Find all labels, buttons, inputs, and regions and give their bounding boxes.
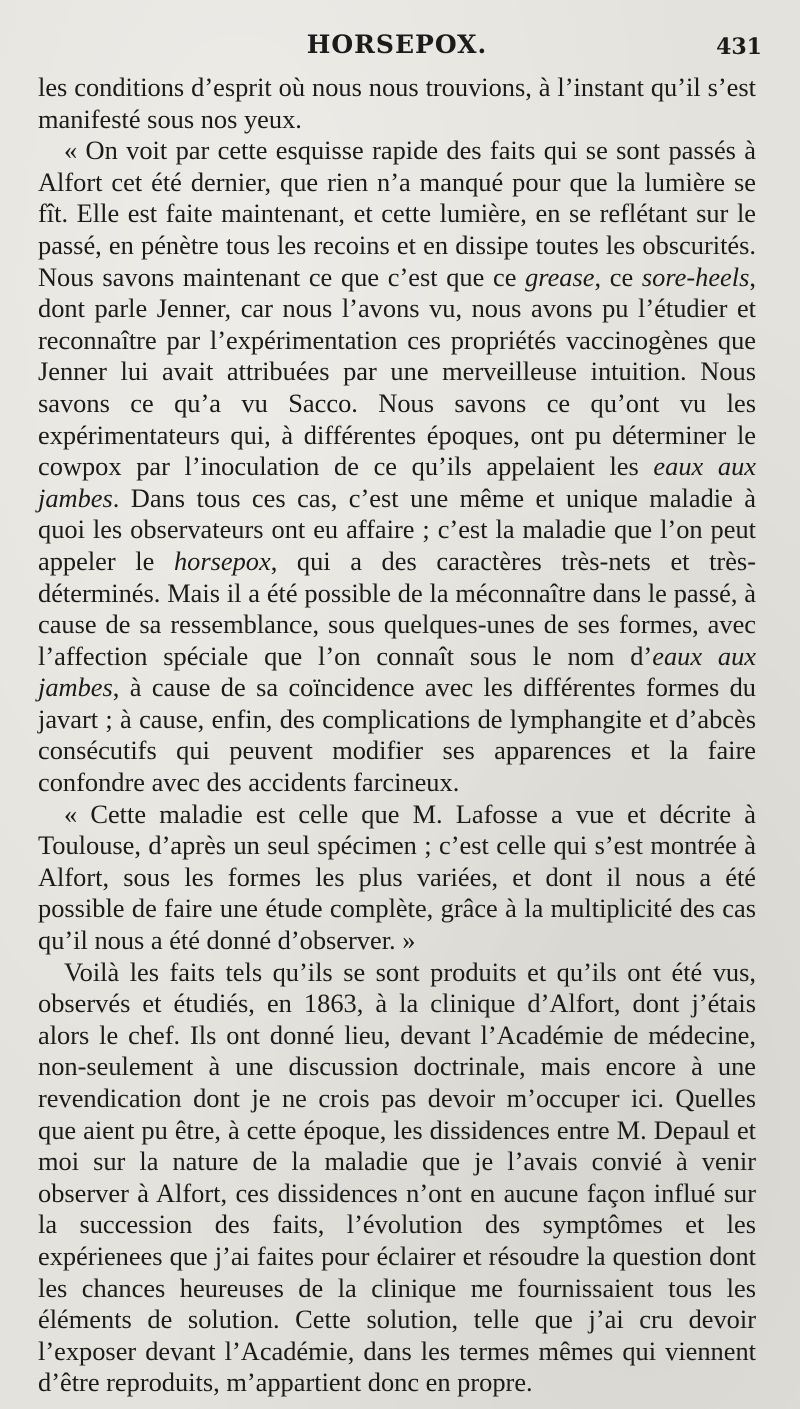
italic-term: sore-heels [641, 261, 750, 292]
paragraph [38, 72, 756, 135]
text-run: les conditions d’esprit où nous nous trouvions, à l’instant qu’il s’est manifesté sous nos yeux. [38, 72, 756, 134]
text-run: « On voit par cette esquisse rapide des faits qui se sont passés à Alfort cet été dernier, que rien n’a manqué pour que la lumière se fît. Elle est faite maintenant, et cette lumière, en se reflétant sur le passé, en pénètre tous les recoins et en dissipe toutes les obscurités. Nous savons maintenant ce que c’est que ce [38, 135, 756, 292]
text-run: , à cause de sa coïncidence avec les différentes formes du javart ; à cause, enfin, des complications de lymphangite et d’abcès consécutifs qui peuvent modifier ses apparences et la faire confondre avec des accidents farcineux. [38, 672, 756, 798]
text-run: , dont parle Jenner, car nous l’avons vu, nous avons pu l’étudier et reconnaître par l’expérimentation ces propriétés vaccinogènes que Jenner lui avait attribuées par une merveilleuse intuition. Nous savons ce qu’a vu Sacco. Nous savons ce qu’ont vu les expérimentateurs qui, à différentes époques, ont pu déterminer le cowpox par l’inoculation de ce qu’ils appelaient les [38, 261, 756, 482]
text-run: . Dans tous ces cas, c’est une même et unique maladie à quoi les observateurs ont eu affaire ; c’est la maladie que l’on peut appeler le [38, 482, 756, 576]
italic-term: eaux aux jambes [38, 640, 756, 703]
italic-term: grease [525, 261, 595, 292]
italic-term: horsepox [173, 545, 271, 576]
text-run: , ce [594, 261, 642, 292]
text-run: « Cette maladie est celle que M. Lafosse a vue et décrite à Toulouse, d’après un seul spécimen ; c’est celle qui s’est montrée à Alfort, sous les formes les plus variées, et dont il nous a été possible de faire une étude complète, grâce à la multiplicité des cas qu’il nous a été donné d’observer. » [38, 798, 756, 956]
paragraph [38, 957, 756, 1399]
page-number: 431 [716, 34, 762, 60]
body-text [38, 72, 756, 1399]
running-title: HORSEPOX. [306, 30, 488, 59]
running-head [38, 26, 762, 66]
paragraph [38, 799, 756, 957]
paragraph [38, 135, 756, 798]
text-run: , qui a des caractères très-nets et très-déterminés. Mais il a été possible de la méconnaître dans le passé, à cause de sa ressemblance, sous quelques-unes de ses formes, avec l’affection spéciale que l’on connaît sous le nom d’ [38, 545, 756, 671]
italic-term: eaux aux jambes [38, 451, 756, 513]
text-run: Voilà les faits tels qu’ils se sont produits et qu’ils ont été vus, observés et étudiés, en 1863, à la clinique d’Alfort, dont j’étais alors le chef. Ils ont donné lieu, devant l’Académie de médecine, non-seulement à une discussion doctrinale, mais encore à une revendication dont je ne crois pas devoir m’occuper ici. Quelles que aient pu être, à cette époque, les dissidences entre M. Depaul et moi sur la nature de la maladie que je l’avais convié à venir observer à Alfort, ces dissidences n’ont en aucune façon influé sur la succession des faits, l’évolution des symptômes et les expérienees que j’ai faites pour éclairer et résoudre la question dont les chances heureuses de la clinique me fournissaient tous les éléments de solution. Cette solution, telle que j’ai cru devoir l’exposer devant l’Académie, dans les termes mêmes qui viennent d’être reproduits, m’appartient donc en propre. [38, 956, 756, 1398]
